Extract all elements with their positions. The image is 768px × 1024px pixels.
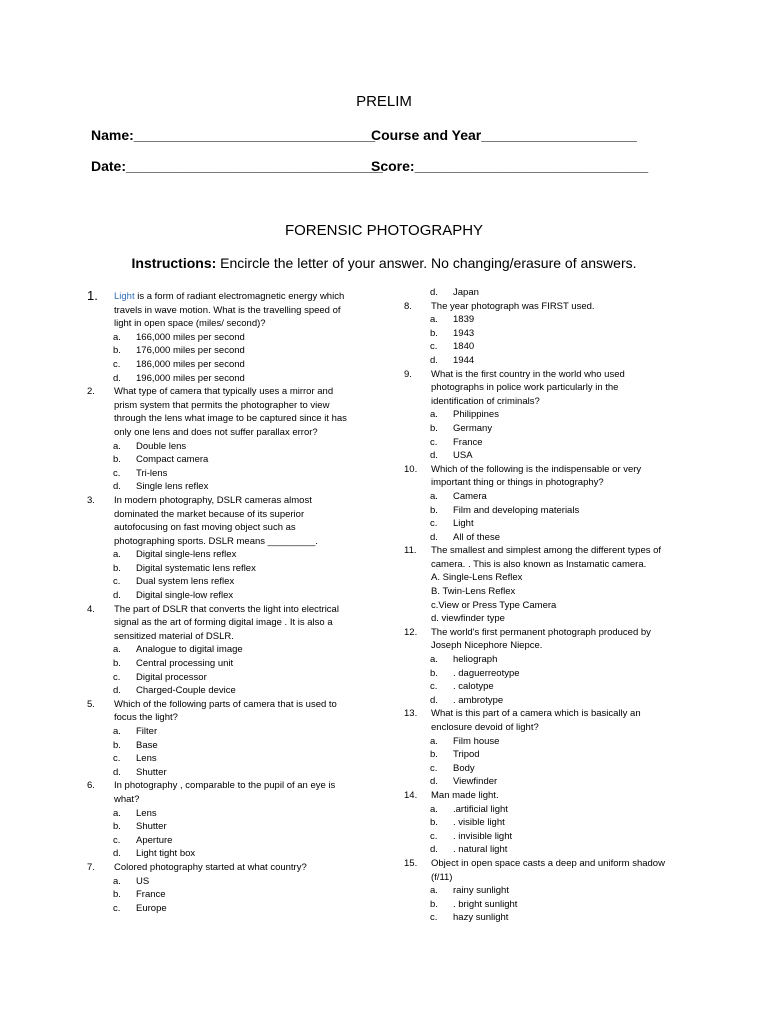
option-text: Body xyxy=(453,762,475,774)
option-text: 1839 xyxy=(453,314,475,326)
option-letter: a. xyxy=(113,440,121,452)
answer-option[interactable] xyxy=(404,898,694,912)
question-8 xyxy=(404,300,694,368)
question-text-line: enclosure devoid of light? xyxy=(431,722,539,733)
option-letter: a. xyxy=(113,549,121,561)
option-text: .artificial light xyxy=(453,803,508,815)
option-text: Aperture xyxy=(136,834,173,846)
option-letter: d. xyxy=(430,694,438,706)
question-text-line: photographs in police work particularly in the xyxy=(431,382,619,394)
option-text: Analogue to digital image xyxy=(136,644,243,656)
option-text: France xyxy=(453,436,483,448)
question-text-line: travels in wave motion. What is the travelling speed of xyxy=(114,304,341,316)
name-field[interactable]: Name:_______________________________ xyxy=(91,127,376,143)
option-letter: b. xyxy=(430,422,438,434)
option-text: 186,000 miles per second xyxy=(136,358,245,370)
option-text: Lens xyxy=(136,807,157,819)
question-3 xyxy=(87,494,377,603)
option-letter: b. xyxy=(430,667,438,679)
question-text-line: What is the first country in the world who used xyxy=(431,368,625,380)
answer-option[interactable] xyxy=(404,327,694,341)
option-letter: c. xyxy=(113,358,121,370)
question-number: 6. xyxy=(87,780,95,792)
answer-option[interactable] xyxy=(404,436,694,450)
option-text: 166,000 miles per second xyxy=(136,331,245,343)
course-year-field[interactable]: Course and Year____________________ xyxy=(371,127,637,143)
option-letter: b. xyxy=(430,327,438,339)
answer-option[interactable] xyxy=(404,354,694,368)
option-text: Viewfinder xyxy=(453,776,498,788)
answer-option[interactable] xyxy=(404,422,694,436)
option-text: . bright sunlight xyxy=(453,898,518,910)
question-text-line: autofocusing on fast moving object such as xyxy=(114,522,296,534)
answer-option[interactable] xyxy=(87,902,377,916)
instructions-text: Encircle the letter of your answer. No changing/erasure of answers. xyxy=(216,255,637,271)
option-text: Dual system lens reflex xyxy=(136,576,235,588)
option-letter: c. xyxy=(113,902,121,914)
answer-option[interactable] xyxy=(87,725,377,739)
answer-option[interactable] xyxy=(404,517,694,531)
answer-option[interactable] xyxy=(404,694,694,708)
question-7 xyxy=(87,861,377,915)
option-letter: a. xyxy=(113,726,121,737)
question-text-line: What is this part of a camera which is basically an xyxy=(431,708,641,720)
option-letter: b. xyxy=(113,821,121,833)
option-text: Digital single-lens reflex xyxy=(136,549,237,561)
option-letter: c. xyxy=(113,671,121,683)
left-column xyxy=(87,290,377,915)
option-text: Philippines xyxy=(453,409,499,421)
answer-option[interactable]: c.View or Press Type Camera xyxy=(431,599,557,611)
option-letter: b. xyxy=(113,454,121,466)
option-text: Europe xyxy=(136,902,167,914)
option-text: . calotype xyxy=(453,681,494,693)
question-13 xyxy=(404,707,694,789)
answer-option[interactable] xyxy=(87,766,377,780)
answer-option[interactable] xyxy=(87,807,377,821)
answer-option[interactable] xyxy=(404,286,694,300)
question-text-line: Man made light. xyxy=(431,789,499,801)
option-letter: c. xyxy=(113,467,121,479)
option-letter: a. xyxy=(430,803,438,815)
option-letter: a. xyxy=(113,644,121,656)
answer-option[interactable] xyxy=(404,735,694,749)
option-letter: c. xyxy=(113,834,121,846)
answer-option[interactable] xyxy=(404,843,694,857)
question-text xyxy=(114,290,377,304)
question-text-line: photographing sports. DSLR means _________. xyxy=(114,535,318,547)
option-letter: a. xyxy=(430,735,438,747)
option-letter: a. xyxy=(430,409,438,421)
option-letter: b. xyxy=(430,817,438,829)
option-letter: c. xyxy=(430,912,438,924)
option-text: Light tight box xyxy=(136,848,196,860)
question-15 xyxy=(404,857,694,925)
answer-option[interactable] xyxy=(87,671,377,685)
option-letter: d. xyxy=(113,685,121,697)
option-text: US xyxy=(136,875,150,887)
option-text: . ambrotype xyxy=(453,694,504,706)
option-letter: a. xyxy=(113,875,121,887)
question-number: 9. xyxy=(404,368,412,380)
instructions-label: Instructions: xyxy=(131,255,217,271)
option-letter: c. xyxy=(430,518,438,530)
question-text-line: focus the light? xyxy=(114,712,178,724)
question-number: 5. xyxy=(87,698,95,710)
question-text-line: signal as the art of forming digital image . It is also a xyxy=(114,617,333,629)
right-column xyxy=(404,286,694,925)
question-number: 7. xyxy=(87,861,95,873)
option-letter: b. xyxy=(113,739,121,751)
answer-option[interactable] xyxy=(87,467,377,481)
option-letter: c. xyxy=(430,436,438,448)
option-text: 1944 xyxy=(453,354,475,366)
question-text-line: Which of the following parts of camera that is used to xyxy=(114,698,337,710)
option-letter: d. xyxy=(430,776,438,788)
score-field[interactable]: Score:______________________________ xyxy=(371,158,649,174)
answer-option[interactable] xyxy=(87,453,377,467)
option-text: Film house xyxy=(453,735,500,747)
option-text: Lens xyxy=(136,753,157,765)
option-text: 196,000 miles per second xyxy=(136,372,245,384)
option-letter: b. xyxy=(430,504,438,516)
answer-option[interactable] xyxy=(87,372,377,386)
answer-option[interactable] xyxy=(404,762,694,776)
answer-option[interactable] xyxy=(87,344,377,358)
question-text-line: light in open space (miles/ second)? xyxy=(114,318,266,330)
answer-option[interactable] xyxy=(404,653,694,667)
option-text: Compact camera xyxy=(136,454,209,466)
answer-option[interactable] xyxy=(404,490,694,504)
answer-option[interactable] xyxy=(404,775,694,789)
question-number: 13. xyxy=(404,708,418,720)
option-text: heliograph xyxy=(453,654,498,666)
option-text: Digital systematic lens reflex xyxy=(136,562,256,574)
option-text: Central processing unit xyxy=(136,658,234,670)
question-text-line: Joseph Nicephore Niepce. xyxy=(431,640,543,652)
answer-option[interactable] xyxy=(87,684,377,698)
option-letter: d. xyxy=(430,287,438,298)
answer-option[interactable] xyxy=(404,748,694,762)
option-text: Film and developing materials xyxy=(453,504,580,516)
option-letter: c. xyxy=(113,753,121,765)
question-9 xyxy=(404,368,694,463)
option-text: France xyxy=(136,889,166,901)
answer-option[interactable] xyxy=(87,657,377,671)
option-letter: a. xyxy=(430,490,438,502)
highlighted-term: Light xyxy=(114,291,135,302)
answer-option[interactable] xyxy=(87,847,377,861)
question-text-line: important thing or things in photography? xyxy=(431,477,604,489)
date-field[interactable]: Date:_________________________________ xyxy=(91,158,383,174)
instructions xyxy=(0,255,768,271)
option-letter: c. xyxy=(430,762,438,774)
question-12 xyxy=(404,626,694,708)
option-text: . natural light xyxy=(453,844,508,856)
question-text-line: sensitized material of DSLR. xyxy=(114,630,234,642)
answer-option[interactable] xyxy=(87,548,377,562)
question-text-line: Colored photography started at what country? xyxy=(114,861,307,873)
question-number: 11. xyxy=(404,545,417,557)
option-letter: a. xyxy=(430,654,438,666)
option-letter: b. xyxy=(113,889,121,901)
question-10 xyxy=(404,463,694,545)
question-text-line: only one lens and does not suffer parallax error? xyxy=(114,426,318,438)
option-text: Tripod xyxy=(453,749,480,761)
answer-option[interactable] xyxy=(404,667,694,681)
option-text: Light xyxy=(453,518,474,530)
option-letter: a. xyxy=(430,885,438,897)
option-letter: b. xyxy=(430,898,438,910)
answer-option[interactable] xyxy=(87,575,377,589)
answer-option[interactable] xyxy=(404,531,694,545)
option-letter: b. xyxy=(430,749,438,761)
question-text-line: camera. . This is also known as Instamatic camera. xyxy=(431,558,647,570)
option-text: Tri-lens xyxy=(136,467,168,479)
option-text: Digital single-low reflex xyxy=(136,590,234,602)
answer-option[interactable] xyxy=(404,816,694,830)
answer-option[interactable] xyxy=(404,504,694,518)
option-letter: d. xyxy=(113,766,121,778)
option-letter: d. xyxy=(113,590,121,602)
option-letter: c. xyxy=(113,576,121,588)
option-text: Double lens xyxy=(136,440,187,452)
question-text-line: The part of DSLR that converts the light into electrical xyxy=(114,603,339,615)
option-letter: b. xyxy=(113,658,121,670)
answer-option[interactable] xyxy=(87,739,377,753)
question-number: 2. xyxy=(87,386,95,398)
option-text: USA xyxy=(453,450,473,462)
answer-option[interactable]: B. Twin-Lens Reflex xyxy=(431,586,516,598)
option-letter: a. xyxy=(113,807,121,819)
option-letter: a. xyxy=(430,314,438,326)
answer-option[interactable] xyxy=(87,589,377,603)
question-5 xyxy=(87,698,377,780)
option-text: rainy sunlight xyxy=(453,885,509,897)
answer-option[interactable] xyxy=(404,449,694,463)
question-number: 12. xyxy=(404,626,418,638)
option-text: Digital processor xyxy=(136,671,207,683)
question-2 xyxy=(87,385,377,494)
option-letter: a. xyxy=(113,331,121,343)
question-text-line: (f/11) xyxy=(431,871,453,883)
answer-option[interactable] xyxy=(87,643,377,657)
option-text: . daguerreotype xyxy=(453,667,520,679)
question-text-line: In modern photography, DSLR cameras almost xyxy=(114,494,312,506)
question-text-line: Object in open space casts a deep and uniform shadow xyxy=(431,857,665,869)
page-title: PRELIM xyxy=(356,93,412,110)
option-text: 176,000 miles per second xyxy=(136,345,245,357)
answer-option[interactable] xyxy=(87,834,377,848)
answer-option[interactable] xyxy=(87,440,377,454)
option-text: Single lens reflex xyxy=(136,481,209,493)
answer-option[interactable] xyxy=(404,803,694,817)
answer-option[interactable] xyxy=(87,331,377,345)
question-6 xyxy=(87,779,377,861)
question-number: 10. xyxy=(404,463,418,475)
question-number: 15. xyxy=(404,857,418,869)
answer-option[interactable] xyxy=(404,680,694,694)
answer-option[interactable] xyxy=(404,313,694,327)
question-text-line: dominated the market because of its superior xyxy=(114,508,305,520)
option-text: . visible light xyxy=(453,817,505,829)
option-text: Charged-Couple device xyxy=(136,685,236,697)
question-text-line: is a form of radiant electromagnetic energy which xyxy=(134,291,345,302)
answer-option[interactable] xyxy=(87,562,377,576)
option-letter: c. xyxy=(430,830,438,842)
answer-option[interactable] xyxy=(404,408,694,422)
answer-option[interactable]: A. Single-Lens Reflex xyxy=(431,572,523,584)
subject-heading: FORENSIC PHOTOGRAPHY xyxy=(284,222,484,239)
question-text-line: The smallest and simplest among the different types of xyxy=(431,545,662,557)
option-letter: b. xyxy=(113,562,121,574)
option-letter: d. xyxy=(430,844,438,856)
question-text-line: identification of criminals? xyxy=(431,395,540,407)
option-text: 1840 xyxy=(453,341,475,353)
option-text: Filter xyxy=(136,726,158,737)
question-number: 4. xyxy=(87,603,95,615)
question-number: 8. xyxy=(404,300,412,312)
option-text: hazy sunlight xyxy=(453,912,509,924)
question-11 xyxy=(404,544,694,626)
option-text: Base xyxy=(136,739,158,751)
question-4 xyxy=(87,603,377,698)
answer-option[interactable] xyxy=(87,480,377,494)
option-text: Japan xyxy=(453,287,479,298)
option-letter: b. xyxy=(113,345,121,357)
option-letter: d. xyxy=(430,450,438,462)
answer-option[interactable] xyxy=(87,752,377,766)
option-letter: d. xyxy=(113,372,121,384)
question-text-line: What type of camera that typically uses a mirror and xyxy=(114,386,334,398)
option-text: Germany xyxy=(453,422,493,434)
question-1 xyxy=(87,290,377,385)
option-text: Camera xyxy=(453,490,487,502)
answer-option[interactable] xyxy=(87,358,377,372)
question-number: 3. xyxy=(87,494,95,506)
option-letter: d. xyxy=(430,354,438,366)
answer-option[interactable] xyxy=(404,911,694,925)
option-letter: c. xyxy=(430,681,438,693)
question-text-line: The year photograph was FIRST used. xyxy=(431,300,595,312)
question-text-line: Which of the following is the indispensable or very xyxy=(431,463,642,475)
question-14 xyxy=(404,789,694,857)
answer-option[interactable] xyxy=(87,875,377,889)
option-text: Shutter xyxy=(136,766,167,778)
option-text: 1943 xyxy=(453,327,475,339)
answer-option[interactable] xyxy=(404,340,694,354)
answer-option[interactable] xyxy=(87,888,377,902)
option-text: Shutter xyxy=(136,821,167,833)
option-text: All of these xyxy=(453,531,500,543)
question-text-line: In photography , comparable to the pupil of an eye is xyxy=(114,780,336,792)
answer-option[interactable] xyxy=(404,830,694,844)
option-letter: d. xyxy=(430,531,438,543)
answer-option[interactable] xyxy=(87,820,377,834)
question-text-line: through the lens what image to be captured since it has xyxy=(114,413,347,425)
option-letter: c. xyxy=(430,341,438,353)
question-text-line: The world's first permanent photograph produced by xyxy=(431,626,651,638)
option-letter: d. xyxy=(113,481,121,493)
question-text-line: prism system that permits the photographer to view xyxy=(114,399,330,411)
option-letter: d. xyxy=(113,848,121,860)
answer-option[interactable] xyxy=(404,884,694,898)
question-number: 1. xyxy=(87,288,98,303)
question-text-line: what? xyxy=(114,793,140,805)
option-text: . invisible light xyxy=(453,830,513,842)
answer-option[interactable]: d. viewfinder type xyxy=(431,613,505,625)
question-number: 14. xyxy=(404,789,418,801)
